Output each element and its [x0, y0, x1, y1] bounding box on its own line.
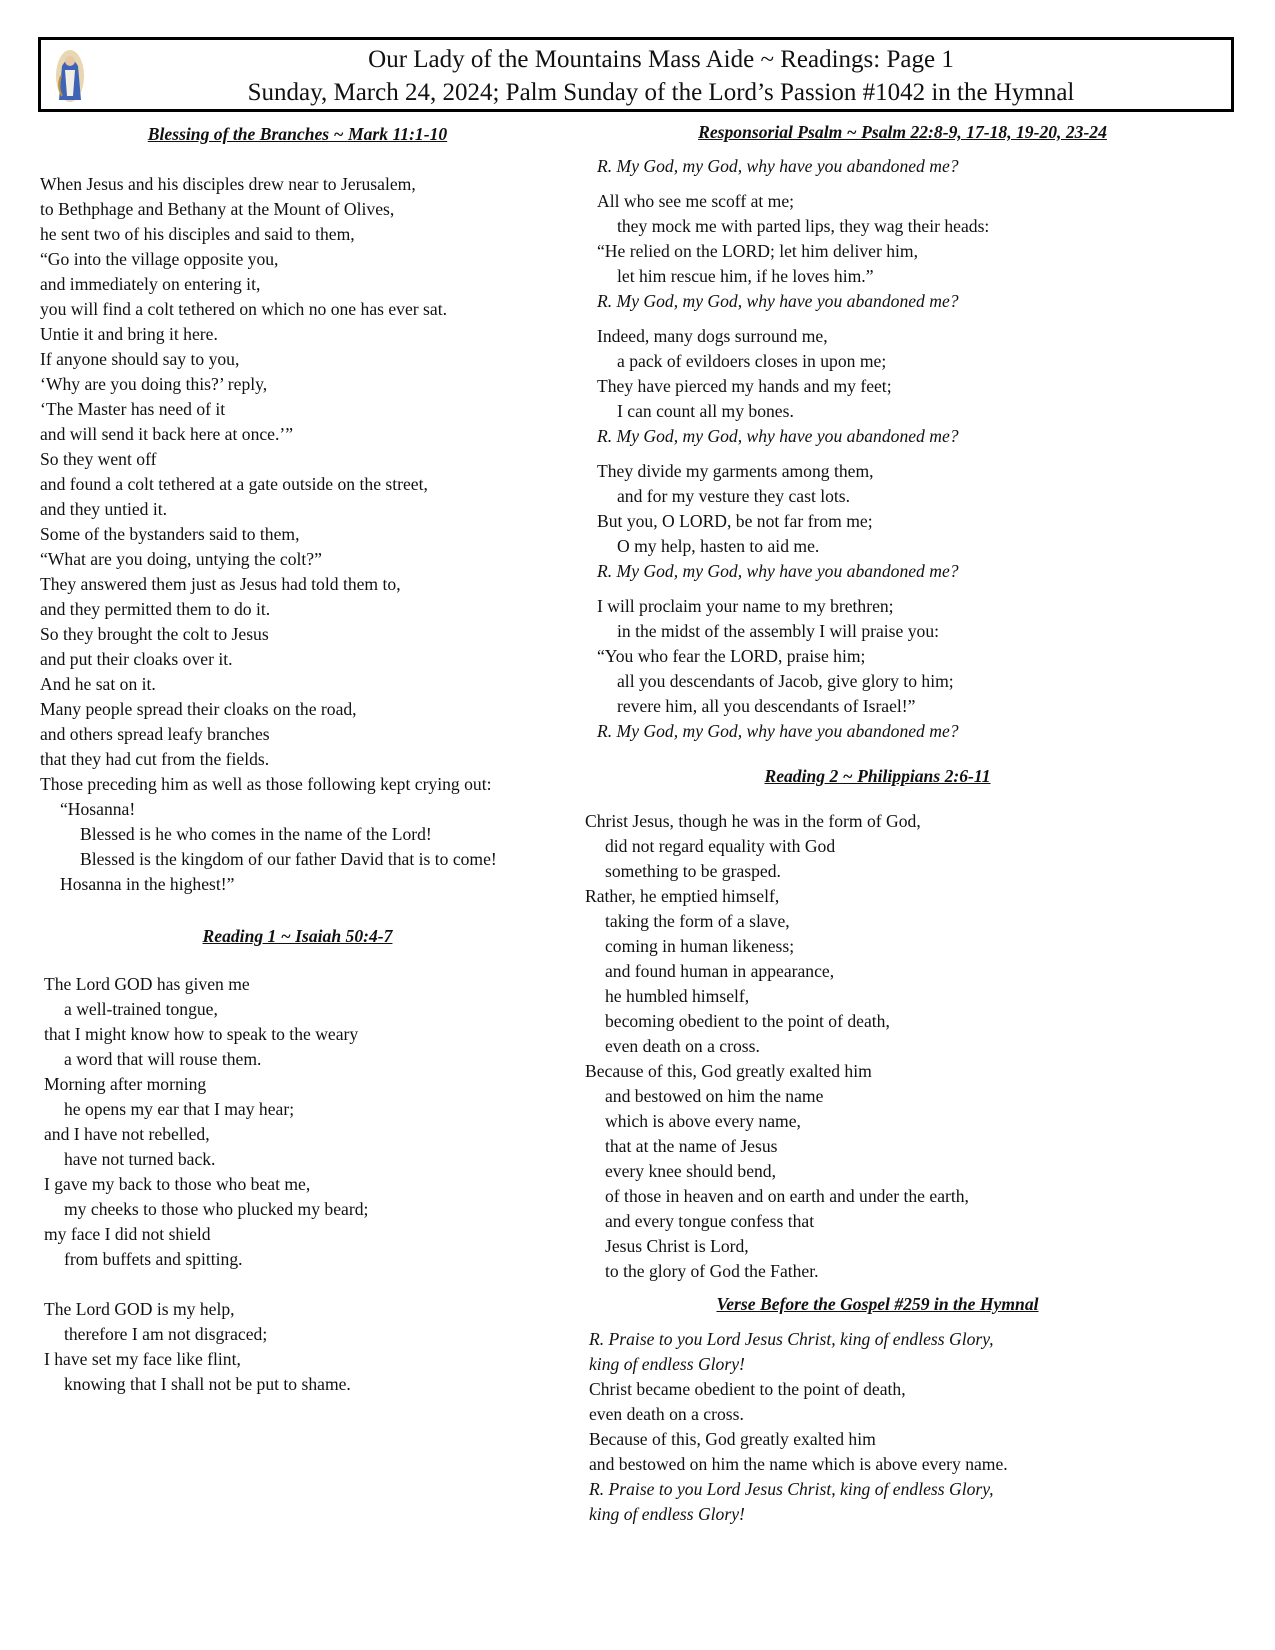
- text-line: Jesus Christ is Lord,: [605, 1236, 749, 1256]
- text-line: They answered them just as Jesus had told them to,: [40, 574, 401, 594]
- psalm-response: R. My God, my God, why have you abandoned me?: [597, 156, 959, 176]
- text-line: The Lord GOD has given me: [44, 974, 250, 994]
- text-line: “Go into the village opposite you,: [40, 249, 279, 269]
- madonna-logo-icon: [53, 46, 87, 104]
- text-line: So they brought the colt to Jesus: [40, 624, 269, 644]
- text-line: which is above every name,: [605, 1111, 801, 1131]
- text-line: “Hosanna!: [60, 799, 136, 819]
- text-line: and bestowed on him the name: [605, 1086, 824, 1106]
- text-line: I have set my face like flint,: [44, 1349, 241, 1369]
- psalm-response: R. My God, my God, why have you abandoned me?: [597, 561, 959, 581]
- text-line: and immediately on entering it,: [40, 274, 261, 294]
- text-line: coming in human likeness;: [605, 936, 795, 956]
- text-line: I can count all my bones.: [617, 401, 794, 421]
- text-line: Because of this, God greatly exalted him: [585, 1061, 872, 1081]
- verse-text: [589, 1327, 1008, 1527]
- text-line: Because of this, God greatly exalted him: [589, 1429, 876, 1449]
- text-line: Christ became obedient to the point of death,: [589, 1379, 906, 1399]
- verse-heading: Verse Before the Gospel #259 in the Hymnal: [716, 1294, 1039, 1314]
- text-line: “You who fear the LORD, praise him;: [597, 646, 866, 666]
- reading2-text: [585, 809, 969, 1284]
- text-line: and found a colt tethered at a gate outside on the street,: [40, 474, 428, 494]
- text-line: all you descendants of Jacob, give glory to him;: [617, 671, 954, 691]
- text-line: They divide my garments among them,: [597, 461, 874, 481]
- text-line: and they untied it.: [40, 499, 168, 519]
- text-line: and I have not rebelled,: [44, 1124, 210, 1144]
- text-line: Blessed is he who comes in the name of the Lord!: [80, 824, 432, 844]
- psalm-text: [597, 154, 989, 744]
- text-line: did not regard equality with God: [605, 836, 836, 856]
- text-line: They have pierced my hands and my feet;: [597, 376, 892, 396]
- text-line: Blessed is the kingdom of our father David that is to come!: [80, 849, 497, 869]
- text-line: and every tongue confess that: [605, 1211, 815, 1231]
- header-subtitle: Sunday, March 24, 2024; Palm Sunday of the Lord’s Passion #1042 in the Hymnal: [247, 79, 1075, 106]
- blessing-heading: Blessing of the Branches ~ Mark 11:1-10: [147, 124, 448, 144]
- text-line: to Bethphage and Bethany at the Mount of Olives,: [40, 199, 395, 219]
- psalm-response: R. My God, my God, why have you abandoned me?: [597, 291, 959, 311]
- text-line: O my help, hasten to aid me.: [617, 536, 820, 556]
- psalm-response: R. My God, my God, why have you abandoned me?: [597, 426, 959, 446]
- text-line: I will proclaim your name to my brethren;: [597, 596, 894, 616]
- text-line: even death on a cross.: [605, 1036, 760, 1056]
- text-line: Many people spread their cloaks on the road,: [40, 699, 357, 719]
- text-line: and put their cloaks over it.: [40, 649, 233, 669]
- text-line: “He relied on the LORD; let him deliver him,: [597, 241, 919, 261]
- text-line: Hosanna in the highest!”: [60, 874, 235, 894]
- text-line: a word that will rouse them.: [64, 1049, 262, 1069]
- text-line: he opens my ear that I may hear;: [64, 1099, 295, 1119]
- text-line: and others spread leafy branches: [40, 724, 270, 744]
- text-line: every knee should bend,: [605, 1161, 776, 1181]
- text-line: he sent two of his disciples and said to them,: [40, 224, 355, 244]
- text-line: “What are you doing, untying the colt?”: [40, 549, 322, 569]
- text-line: have not turned back.: [64, 1149, 216, 1169]
- text-line: my cheeks to those who plucked my beard;: [64, 1199, 369, 1219]
- text-line: But you, O LORD, be not far from me;: [597, 511, 873, 531]
- text-line: taking the form of a slave,: [605, 911, 790, 931]
- text-line: that they had cut from the fields.: [40, 749, 270, 769]
- psalm-heading: Responsorial Psalm ~ Psalm 22:8-9, 17-18, 19-20, 23-24: [698, 122, 1107, 142]
- verse-response: R. Praise to you Lord Jesus Christ, king of endless Glory,: [589, 1479, 994, 1499]
- text-line: The Lord GOD is my help,: [44, 1299, 235, 1319]
- text-line: knowing that I shall not be put to shame.: [64, 1374, 351, 1394]
- text-line: ‘The Master has need of it: [40, 399, 226, 419]
- text-line: they mock me with parted lips, they wag their heads:: [617, 216, 990, 236]
- text-line: that I might know how to speak to the weary: [44, 1024, 359, 1044]
- header-title: Our Lady of the Mountains Mass Aide ~ Readings: Page 1: [368, 46, 954, 73]
- text-line: Morning after morning: [44, 1074, 207, 1094]
- text-line: Those preceding him as well as those following kept crying out:: [40, 774, 492, 794]
- text-line: even death on a cross.: [589, 1404, 744, 1424]
- text-line: So they went off: [40, 449, 157, 469]
- text-line: he humbled himself,: [605, 986, 750, 1006]
- text-line: Christ Jesus, though he was in the form of God,: [585, 811, 921, 831]
- reading1-heading: Reading 1 ~ Isaiah 50:4-7: [202, 926, 393, 946]
- text-line: When Jesus and his disciples drew near to Jerusalem,: [40, 174, 416, 194]
- verse-response: king of endless Glory!: [589, 1354, 745, 1374]
- text-line: from buffets and spitting.: [64, 1249, 243, 1269]
- text-line: you will find a colt tethered on which no one has ever sat.: [40, 299, 447, 319]
- text-line: If anyone should say to you,: [40, 349, 240, 369]
- text-line: Some of the bystanders said to them,: [40, 524, 300, 544]
- text-line: and bestowed on him the name which is above every name.: [589, 1454, 1008, 1474]
- text-line: and will send it back here at once.’”: [40, 424, 294, 444]
- text-line: something to be grasped.: [605, 861, 781, 881]
- text-line: and they permitted them to do it.: [40, 599, 271, 619]
- blessing-text: [40, 172, 497, 897]
- text-line: of those in heaven and on earth and under the earth,: [605, 1186, 969, 1206]
- text-line: to the glory of God the Father.: [605, 1261, 819, 1281]
- text-line: Rather, he emptied himself,: [585, 886, 780, 906]
- text-line: And he sat on it.: [40, 674, 156, 694]
- text-line: let him rescue him, if he loves him.”: [617, 266, 874, 286]
- text-line: and for my vesture they cast lots.: [617, 486, 851, 506]
- text-line: and found human in appearance,: [605, 961, 835, 981]
- text-line: I gave my back to those who beat me,: [44, 1174, 311, 1194]
- text-line: therefore I am not disgraced;: [64, 1324, 268, 1344]
- text-line: becoming obedient to the point of death,: [605, 1011, 890, 1031]
- text-line: Untie it and bring it here.: [40, 324, 218, 344]
- text-line: that at the name of Jesus: [605, 1136, 778, 1156]
- page-header: [38, 37, 1234, 112]
- psalm-response: R. My God, my God, why have you abandoned me?: [597, 721, 959, 741]
- text-line: my face I did not shield: [44, 1224, 211, 1244]
- text-line: in the midst of the assembly I will praise you:: [617, 621, 940, 641]
- reading2-heading: Reading 2 ~ Philippians 2:6-11: [764, 766, 991, 786]
- text-line: revere him, all you descendants of Israel!”: [617, 696, 916, 716]
- text-line: a well-trained tongue,: [64, 999, 218, 1019]
- reading1-text: [44, 972, 368, 1397]
- verse-response: R. Praise to you Lord Jesus Christ, king of endless Glory,: [589, 1329, 994, 1349]
- text-line: All who see me scoff at me;: [597, 191, 795, 211]
- text-line: a pack of evildoers closes in upon me;: [617, 351, 887, 371]
- verse-response: king of endless Glory!: [589, 1504, 745, 1524]
- text-line: Indeed, many dogs surround me,: [597, 326, 828, 346]
- text-line: ‘Why are you doing this?’ reply,: [40, 374, 268, 394]
